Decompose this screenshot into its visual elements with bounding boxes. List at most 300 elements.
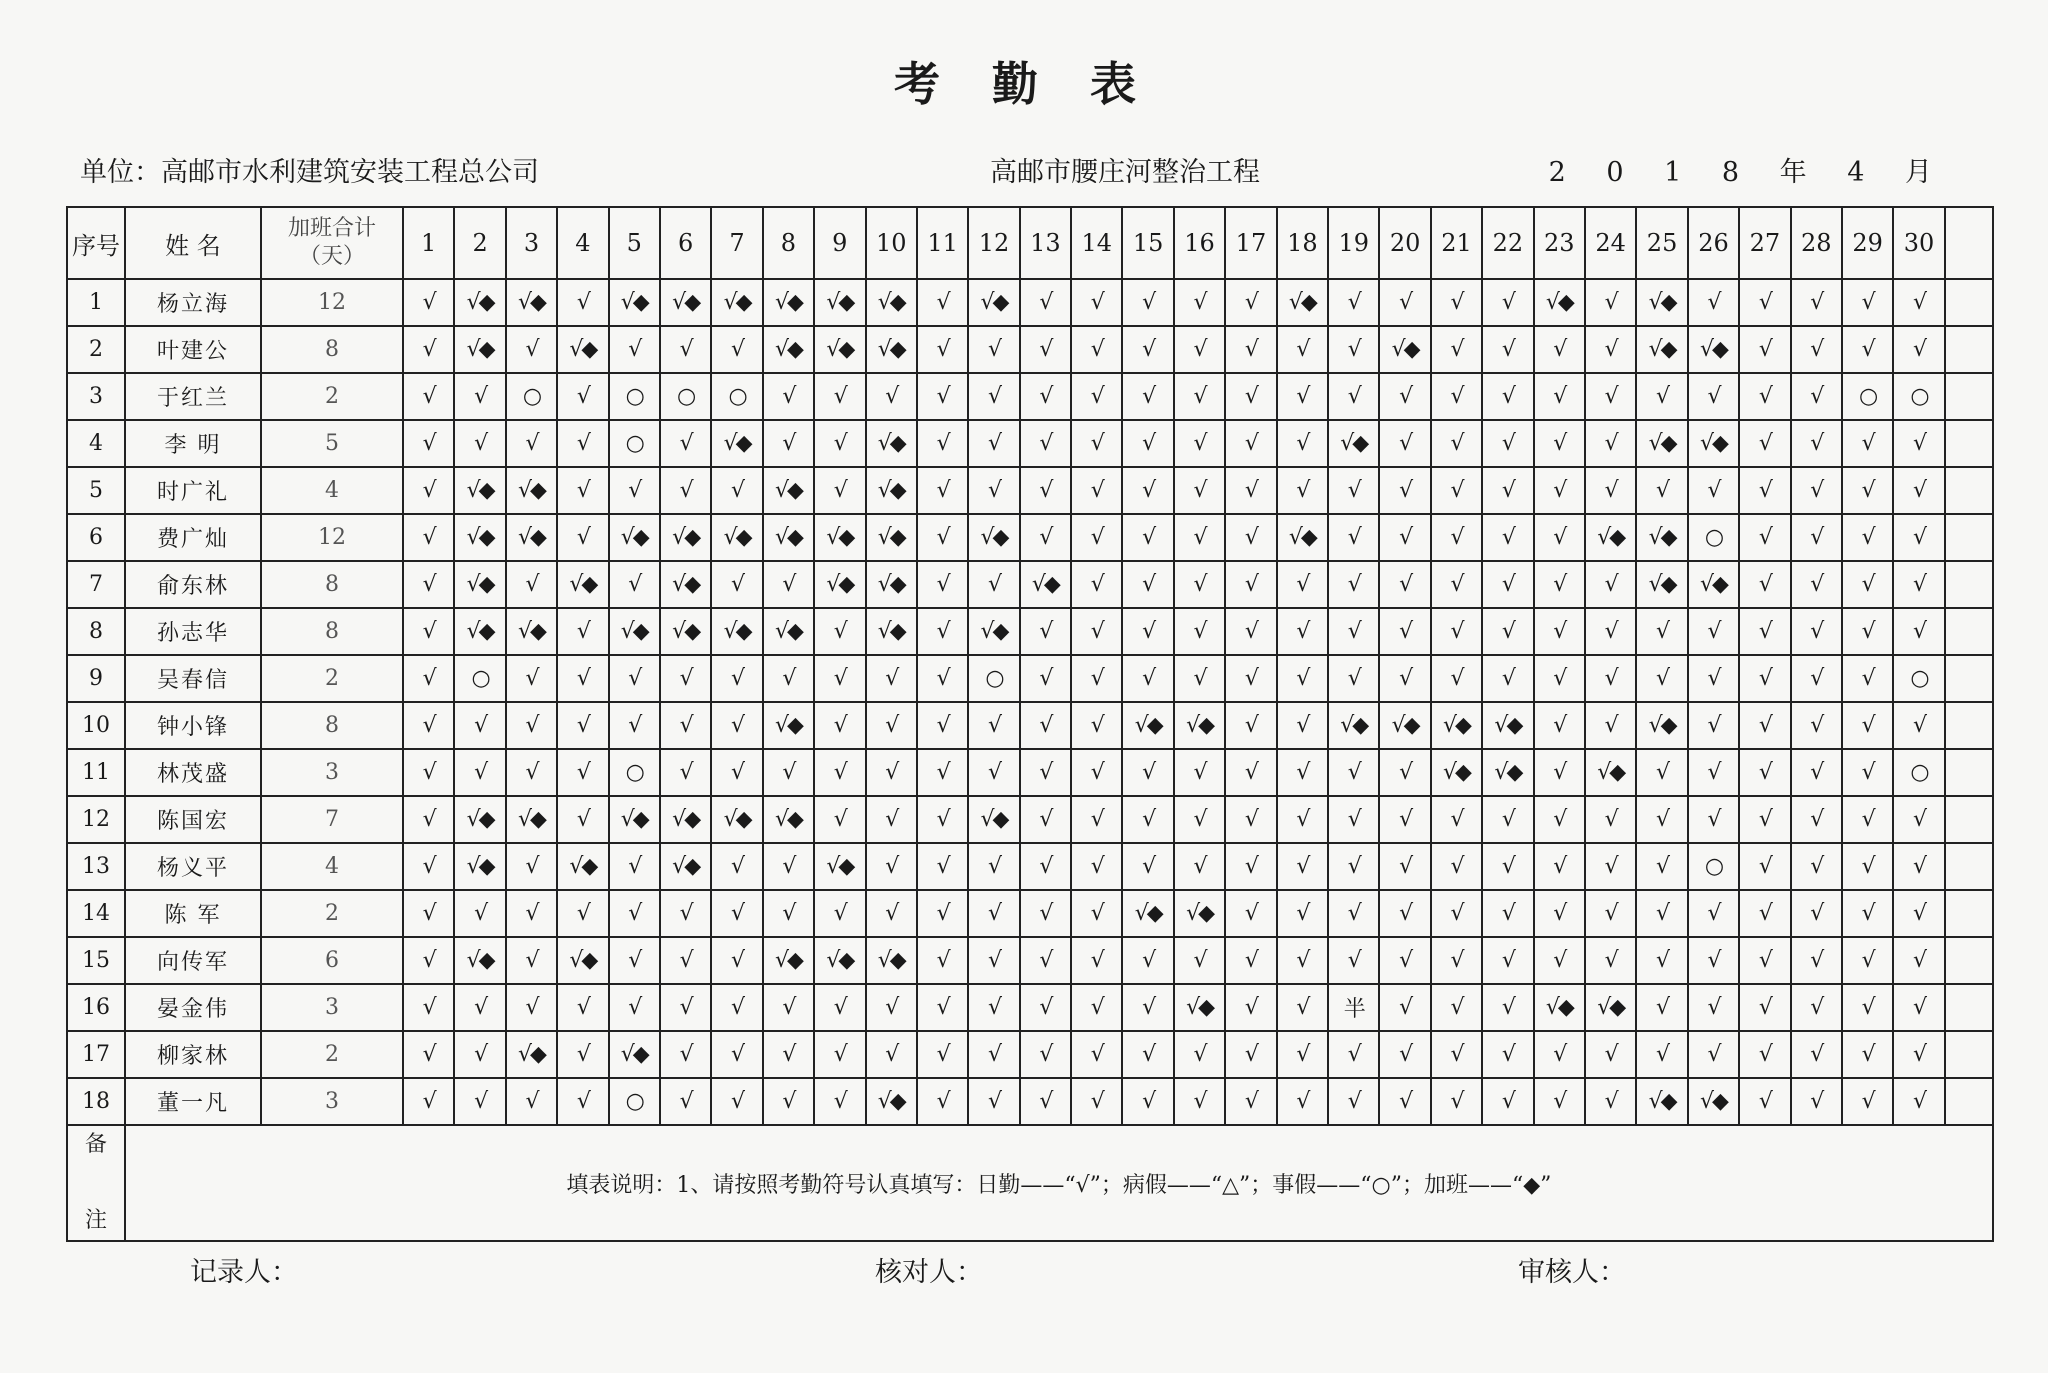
attendance-mark: √ [1431, 279, 1482, 326]
blank-cell [1945, 1031, 1993, 1078]
attendance-mark: √◆ [1431, 702, 1482, 749]
attendance-mark: √◆ [454, 843, 505, 890]
blank-cell [1945, 890, 1993, 937]
attendance-mark: √ [968, 561, 1019, 608]
attendance-mark: √◆ [1636, 420, 1687, 467]
attendance-mark: √ [1791, 796, 1842, 843]
attendance-mark: √ [609, 326, 660, 373]
row-seq: 9 [67, 655, 125, 702]
attendance-mark: √ [1842, 1078, 1893, 1125]
header-day: 23 [1534, 207, 1585, 279]
attendance-mark: √ [403, 1031, 454, 1078]
header-seq: 序号 [67, 207, 125, 279]
attendance-mark: √ [660, 702, 711, 749]
attendance-mark: √ [557, 1031, 608, 1078]
attendance-mark: √◆ [660, 843, 711, 890]
attendance-mark: √ [1020, 749, 1071, 796]
attendance-mark: √ [1174, 843, 1225, 890]
row-overtime-total: 12 [261, 514, 403, 561]
attendance-mark: √◆ [1636, 1078, 1687, 1125]
attendance-mark: √ [1482, 890, 1533, 937]
header-day: 20 [1379, 207, 1430, 279]
attendance-mark: √ [1688, 373, 1739, 420]
attendance-mark: √ [660, 655, 711, 702]
attendance-mark: √ [1071, 749, 1122, 796]
attendance-mark: √◆ [1174, 702, 1225, 749]
attendance-mark: √◆ [711, 608, 762, 655]
attendance-mark: √ [917, 467, 968, 514]
attendance-mark: √ [917, 514, 968, 561]
attendance-mark: √ [866, 1031, 917, 1078]
attendance-mark: √ [1277, 373, 1328, 420]
attendance-mark: √◆ [711, 279, 762, 326]
attendance-mark: √ [557, 1078, 608, 1125]
attendance-mark: √ [1225, 937, 1276, 984]
header-day: 6 [660, 207, 711, 279]
header-day: 13 [1020, 207, 1071, 279]
attendance-mark: √ [506, 326, 557, 373]
attendance-mark: √ [557, 655, 608, 702]
attendance-mark: √ [866, 984, 917, 1031]
attendance-mark: √ [1225, 514, 1276, 561]
attendance-mark: √ [557, 984, 608, 1031]
attendance-mark: √ [1122, 420, 1173, 467]
attendance-mark: √ [1328, 937, 1379, 984]
row-seq: 3 [67, 373, 125, 420]
attendance-mark: √ [711, 1078, 762, 1125]
attendance-mark: √ [1174, 655, 1225, 702]
blank-cell [1945, 702, 1993, 749]
attendance-mark: √ [1122, 655, 1173, 702]
attendance-mark: √ [1174, 937, 1225, 984]
attendance-mark: √◆ [763, 514, 814, 561]
row-overtime-total: 3 [261, 984, 403, 1031]
attendance-mark: √ [1277, 326, 1328, 373]
header-day: 30 [1893, 207, 1944, 279]
attendance-mark: √◆ [1122, 702, 1173, 749]
attendance-mark: √ [814, 467, 865, 514]
blank-cell [1945, 843, 1993, 890]
attendance-mark: √ [1431, 514, 1482, 561]
attendance-mark: √ [1071, 608, 1122, 655]
attendance-mark: √ [1636, 937, 1687, 984]
attendance-mark: √ [403, 749, 454, 796]
table-row [67, 326, 1993, 373]
attendance-mark: √◆ [1688, 420, 1739, 467]
attendance-mark: √ [814, 890, 865, 937]
attendance-mark: √ [1482, 796, 1533, 843]
row-seq: 13 [67, 843, 125, 890]
table-row [67, 1078, 1993, 1125]
attendance-mark: √ [1482, 514, 1533, 561]
header-day: 14 [1071, 207, 1122, 279]
attendance-mark: √ [814, 608, 865, 655]
row-name: 陈 军 [125, 890, 261, 937]
attendance-mark: √ [660, 467, 711, 514]
attendance-mark: √ [1636, 373, 1687, 420]
attendance-mark: √ [1174, 561, 1225, 608]
attendance-mark: √ [1534, 1078, 1585, 1125]
attendance-mark: √ [1071, 373, 1122, 420]
attendance-mark: √ [1122, 279, 1173, 326]
attendance-mark: √ [1791, 373, 1842, 420]
table-row [67, 420, 1993, 467]
attendance-mark: √ [1174, 796, 1225, 843]
attendance-mark: √◆ [1636, 561, 1687, 608]
attendance-mark: √◆ [866, 514, 917, 561]
attendance-mark: √ [1739, 655, 1790, 702]
blank-cell [1945, 608, 1993, 655]
attendance-mark: √◆ [866, 937, 917, 984]
attendance-mark: √ [1020, 1078, 1071, 1125]
attendance-mark: √ [1636, 890, 1687, 937]
attendance-mark: √ [557, 279, 608, 326]
attendance-mark: √ [1174, 326, 1225, 373]
attendance-mark: √◆ [1174, 984, 1225, 1031]
attendance-mark: √ [454, 702, 505, 749]
attendance-mark: √◆ [454, 561, 505, 608]
attendance-mark: √ [1585, 702, 1636, 749]
attendance-mark: √ [1842, 514, 1893, 561]
attendance-mark: √◆ [454, 467, 505, 514]
attendance-mark: √ [1534, 655, 1585, 702]
attendance-mark: √ [1842, 326, 1893, 373]
attendance-mark: √◆ [1688, 326, 1739, 373]
attendance-mark: √ [1379, 514, 1430, 561]
attendance-mark: √◆ [1379, 702, 1430, 749]
attendance-mark: √◆ [866, 608, 917, 655]
row-name: 柳家林 [125, 1031, 261, 1078]
attendance-mark: ○ [1842, 373, 1893, 420]
attendance-mark: √ [1842, 608, 1893, 655]
row-seq: 5 [67, 467, 125, 514]
attendance-mark: √ [1277, 702, 1328, 749]
attendance-mark: √ [660, 1031, 711, 1078]
attendance-mark: √◆ [763, 702, 814, 749]
attendance-mark: √ [506, 937, 557, 984]
attendance-mark: √◆ [814, 514, 865, 561]
attendance-mark: √ [1328, 1078, 1379, 1125]
table-row [67, 608, 1993, 655]
attendance-mark: √◆ [609, 608, 660, 655]
attendance-mark: √ [557, 702, 608, 749]
attendance-mark: ○ [968, 655, 1019, 702]
attendance-mark: √ [866, 890, 917, 937]
row-overtime-total: 12 [261, 279, 403, 326]
attendance-mark: √ [609, 655, 660, 702]
attendance-mark: √ [1534, 561, 1585, 608]
header-day: 3 [506, 207, 557, 279]
row-name: 于红兰 [125, 373, 261, 420]
attendance-mark: √ [1739, 420, 1790, 467]
attendance-mark: √ [1739, 373, 1790, 420]
attendance-mark: √ [660, 984, 711, 1031]
attendance-mark: √ [1277, 467, 1328, 514]
attendance-mark: √ [866, 373, 917, 420]
attendance-mark: √◆ [506, 796, 557, 843]
attendance-mark: √ [403, 890, 454, 937]
attendance-mark: √ [866, 796, 917, 843]
attendance-mark: √ [1071, 420, 1122, 467]
attendance-mark: √ [1379, 796, 1430, 843]
row-seq: 17 [67, 1031, 125, 1078]
attendance-mark: √ [1482, 1078, 1533, 1125]
attendance-mark: √ [1277, 1031, 1328, 1078]
attendance-mark: √ [1328, 749, 1379, 796]
attendance-mark: √ [403, 984, 454, 1031]
attendance-mark: √ [1791, 608, 1842, 655]
attendance-mark: √◆ [814, 937, 865, 984]
attendance-mark: √ [1585, 420, 1636, 467]
attendance-mark: √ [1791, 1031, 1842, 1078]
attendance-mark: √ [1071, 984, 1122, 1031]
attendance-mark: √ [1122, 1031, 1173, 1078]
header-day: 10 [866, 207, 917, 279]
attendance-mark: √ [1174, 1078, 1225, 1125]
project-name: 高邮市腰庄河整治工程 [990, 157, 1260, 188]
attendance-mark: √ [968, 467, 1019, 514]
attendance-mark: √ [1379, 608, 1430, 655]
blank-cell [1945, 514, 1993, 561]
row-overtime-total: 3 [261, 749, 403, 796]
attendance-mark: √◆ [1174, 890, 1225, 937]
attendance-mark: √ [506, 843, 557, 890]
blank-cell [1945, 420, 1993, 467]
attendance-mark: √ [1174, 373, 1225, 420]
row-overtime-total: 2 [261, 373, 403, 420]
header-name: 姓 名 [125, 207, 261, 279]
attendance-mark: √ [814, 984, 865, 1031]
attendance-mark: √ [917, 326, 968, 373]
attendance-mark: √ [1534, 937, 1585, 984]
attendance-mark: √ [1122, 1078, 1173, 1125]
recorder-label: 记录人： [190, 1257, 298, 1288]
attendance-mark: √◆ [609, 796, 660, 843]
attendance-mark: √◆ [1688, 1078, 1739, 1125]
attendance-mark: √ [1225, 796, 1276, 843]
attendance-mark: √ [1071, 326, 1122, 373]
attendance-mark: ○ [609, 373, 660, 420]
attendance-mark: √◆ [1585, 749, 1636, 796]
table-row [67, 796, 1993, 843]
attendance-mark: √ [609, 467, 660, 514]
row-seq: 1 [67, 279, 125, 326]
row-overtime-total: 4 [261, 467, 403, 514]
attendance-mark: √ [1688, 1031, 1739, 1078]
blank-cell [1945, 937, 1993, 984]
row-name: 孙志华 [125, 608, 261, 655]
attendance-mark: √ [1328, 608, 1379, 655]
attendance-mark: √◆ [506, 608, 557, 655]
attendance-mark: √ [711, 702, 762, 749]
header-day: 18 [1277, 207, 1328, 279]
attendance-mark: √ [1842, 655, 1893, 702]
attendance-mark: √ [1688, 279, 1739, 326]
attendance-mark: √ [1791, 326, 1842, 373]
attendance-mark: ○ [1893, 749, 1944, 796]
remark-text: 填表说明：1、请按照考勤符号认真填写：日勤——“√”；病假——“△”；事假——“○”；加班——“◆” [125, 1125, 1993, 1241]
attendance-mark: √ [1225, 561, 1276, 608]
attendance-mark: √ [1071, 1031, 1122, 1078]
attendance-mark: √ [1791, 749, 1842, 796]
attendance-mark: ○ [660, 373, 711, 420]
attendance-mark: √ [403, 561, 454, 608]
attendance-mark: √ [1379, 373, 1430, 420]
attendance-mark: √ [917, 608, 968, 655]
attendance-mark: √ [1534, 608, 1585, 655]
attendance-mark: √ [403, 514, 454, 561]
attendance-mark: √ [1534, 326, 1585, 373]
attendance-mark: √ [1482, 420, 1533, 467]
attendance-mark: √ [1277, 608, 1328, 655]
attendance-mark: √ [1122, 326, 1173, 373]
attendance-mark: √ [1122, 514, 1173, 561]
attendance-mark: √ [917, 1078, 968, 1125]
attendance-mark: √ [1225, 890, 1276, 937]
attendance-mark: √ [917, 937, 968, 984]
attendance-mark: √ [1071, 514, 1122, 561]
attendance-mark: √ [1277, 843, 1328, 890]
attendance-mark: √ [1277, 561, 1328, 608]
attendance-mark: √ [1379, 1078, 1430, 1125]
attendance-mark: √◆ [1636, 514, 1687, 561]
attendance-mark: √ [1122, 984, 1173, 1031]
blank-cell [1945, 749, 1993, 796]
attendance-mark: √ [1071, 796, 1122, 843]
attendance-mark: √ [454, 749, 505, 796]
attendance-mark: √ [1893, 467, 1944, 514]
attendance-mark: √◆ [557, 937, 608, 984]
attendance-mark: √ [1482, 984, 1533, 1031]
attendance-mark: √ [1739, 749, 1790, 796]
attendance-mark: √◆ [1585, 514, 1636, 561]
attendance-mark: √ [814, 1078, 865, 1125]
attendance-mark: √ [1893, 561, 1944, 608]
table-row [67, 702, 1993, 749]
attendance-mark: √ [1636, 467, 1687, 514]
attendance-mark: √ [1842, 796, 1893, 843]
header-day: 15 [1122, 207, 1173, 279]
attendance-mark: √ [1893, 796, 1944, 843]
checker-label: 核对人： [875, 1257, 983, 1288]
attendance-mark: √ [609, 843, 660, 890]
row-name: 时广礼 [125, 467, 261, 514]
attendance-mark: √ [1122, 937, 1173, 984]
attendance-mark: √ [1688, 796, 1739, 843]
attendance-mark: √ [1791, 561, 1842, 608]
attendance-mark: √◆ [1534, 984, 1585, 1031]
attendance-mark: √ [1739, 561, 1790, 608]
header-day: 16 [1174, 207, 1225, 279]
attendance-mark: √ [814, 749, 865, 796]
attendance-mark: √ [1585, 655, 1636, 702]
table-row [67, 655, 1993, 702]
attendance-mark: √◆ [763, 608, 814, 655]
attendance-mark: √◆ [968, 796, 1019, 843]
row-seq: 10 [67, 702, 125, 749]
attendance-mark: √◆ [557, 561, 608, 608]
attendance-mark: √ [1020, 796, 1071, 843]
attendance-mark: √ [1585, 326, 1636, 373]
row-name: 向传军 [125, 937, 261, 984]
blank-cell [1945, 1078, 1993, 1125]
attendance-mark: √ [1174, 749, 1225, 796]
attendance-mark: √ [1893, 702, 1944, 749]
attendance-mark: √ [1277, 796, 1328, 843]
attendance-mark: √◆ [1277, 279, 1328, 326]
attendance-mark: √ [1020, 514, 1071, 561]
attendance-mark: √ [1020, 843, 1071, 890]
attendance-mark: √◆ [454, 796, 505, 843]
attendance-mark: √ [1379, 937, 1430, 984]
attendance-mark: ○ [609, 749, 660, 796]
attendance-mark: √ [866, 702, 917, 749]
table-row [67, 984, 1993, 1031]
attendance-mark: √ [403, 843, 454, 890]
attendance-mark: √ [557, 890, 608, 937]
attendance-mark: √ [1379, 843, 1430, 890]
header-day: 29 [1842, 207, 1893, 279]
attendance-mark: √◆ [814, 561, 865, 608]
attendance-mark: √ [403, 373, 454, 420]
attendance-mark: √ [403, 279, 454, 326]
attendance-mark: √ [1431, 1031, 1482, 1078]
attendance-mark: √ [660, 326, 711, 373]
attendance-mark: √ [1020, 1031, 1071, 1078]
attendance-mark: √ [1482, 467, 1533, 514]
attendance-mark: √ [1739, 326, 1790, 373]
attendance-mark: √ [1534, 890, 1585, 937]
attendance-mark: √ [1122, 561, 1173, 608]
attendance-mark: √ [454, 373, 505, 420]
attendance-mark: ○ [506, 373, 557, 420]
attendance-mark: √ [1585, 796, 1636, 843]
attendance-mark: √ [1328, 373, 1379, 420]
attendance-mark: √ [1071, 561, 1122, 608]
attendance-mark: √ [403, 467, 454, 514]
attendance-mark: √ [1225, 420, 1276, 467]
attendance-mark: √ [968, 843, 1019, 890]
attendance-mark: √ [454, 890, 505, 937]
attendance-mark: √ [1739, 984, 1790, 1031]
attendance-mark: √ [1482, 608, 1533, 655]
row-name: 吴春信 [125, 655, 261, 702]
attendance-mark: √ [1277, 937, 1328, 984]
attendance-mark: √ [1431, 608, 1482, 655]
attendance-mark: √◆ [557, 326, 608, 373]
header-day: 19 [1328, 207, 1379, 279]
attendance-mark: √◆ [814, 843, 865, 890]
attendance-mark: √ [968, 420, 1019, 467]
attendance-mark: √ [1174, 467, 1225, 514]
row-name: 杨立海 [125, 279, 261, 326]
attendance-mark: ○ [609, 420, 660, 467]
attendance-mark: √ [917, 420, 968, 467]
attendance-mark: √ [1122, 796, 1173, 843]
attendance-mark: √ [1020, 655, 1071, 702]
attendance-mark: √ [660, 420, 711, 467]
row-seq: 18 [67, 1078, 125, 1125]
row-seq: 16 [67, 984, 125, 1031]
attendance-mark: √ [1482, 843, 1533, 890]
header-row [67, 207, 1993, 279]
attendance-mark: √ [660, 890, 711, 937]
attendance-mark: √ [763, 843, 814, 890]
attendance-mark: √ [917, 984, 968, 1031]
header-overtime: 加班合计（天） [261, 207, 403, 279]
attendance-mark: √ [1482, 655, 1533, 702]
attendance-mark: √ [1585, 279, 1636, 326]
